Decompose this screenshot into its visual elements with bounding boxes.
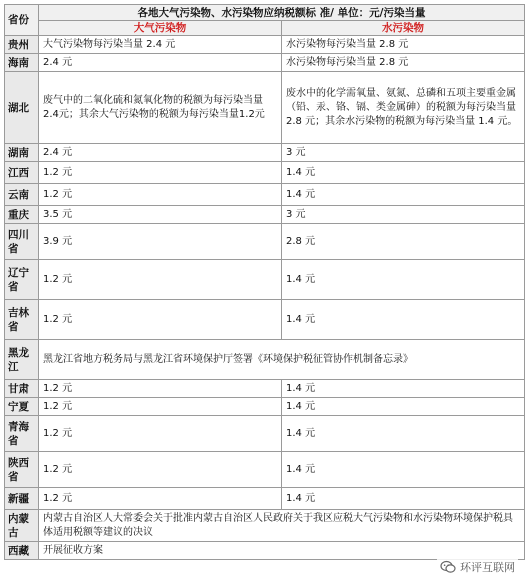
row-water: 1.4 元 xyxy=(282,380,525,398)
table-row xyxy=(5,144,525,162)
table-row xyxy=(5,300,525,340)
row-air: 1.2 元 xyxy=(39,416,282,452)
row-province: 湖北 xyxy=(5,72,39,144)
row-water: 1.4 元 xyxy=(282,488,525,510)
table-row xyxy=(5,206,525,224)
row-province: 辽宁省 xyxy=(5,260,39,300)
table-row xyxy=(5,54,525,72)
row-province: 贵州 xyxy=(5,36,39,54)
row-merged-note: 内蒙古自治区人大常委会关于批准内蒙古自治区人民政府关于我区应税大气污染物和水污染物环境保护税具体适用税额等建议的决议 xyxy=(39,510,525,542)
row-merged-note: 黑龙江省地方税务局与黑龙江省环境保护厅签署《环境保护税征管协作机制备忘录》 xyxy=(39,340,525,380)
row-water: 1.4 元 xyxy=(282,184,525,206)
row-water: 1.4 元 xyxy=(282,162,525,184)
row-air: 1.2 元 xyxy=(39,398,282,416)
row-province: 陕西省 xyxy=(5,452,39,488)
row-water: 3 元 xyxy=(282,206,525,224)
table-row xyxy=(5,380,525,398)
table-row xyxy=(5,416,525,452)
table-row xyxy=(5,260,525,300)
row-air: 1.2 元 xyxy=(39,184,282,206)
table-subheader-row xyxy=(5,21,525,36)
table-row xyxy=(5,488,525,510)
row-water: 1.4 元 xyxy=(282,452,525,488)
row-province: 西藏 xyxy=(5,542,39,560)
row-province: 湖南 xyxy=(5,144,39,162)
row-air: 3.9 元 xyxy=(39,224,282,260)
row-province: 宁夏 xyxy=(5,398,39,416)
table-header-row xyxy=(5,5,525,21)
document-page xyxy=(4,4,524,560)
row-water: 水污染物每污染当量 2.8 元 xyxy=(282,54,525,72)
table-row xyxy=(5,162,525,184)
row-province: 新疆 xyxy=(5,488,39,510)
row-air: 1.2 元 xyxy=(39,452,282,488)
row-air: 2.4 元 xyxy=(39,144,282,162)
table-row xyxy=(5,184,525,206)
row-air: 2.4 元 xyxy=(39,54,282,72)
row-province: 重庆 xyxy=(5,206,39,224)
table-row xyxy=(5,36,525,54)
row-air: 1.2 元 xyxy=(39,260,282,300)
row-water: 1.4 元 xyxy=(282,300,525,340)
header-main-title: 各地大气污染物、水污染物应纳税额标 准/ 单位：元/污染当量 xyxy=(39,5,525,21)
table-row xyxy=(5,72,525,144)
row-air: 3.5 元 xyxy=(39,206,282,224)
row-air: 1.2 元 xyxy=(39,488,282,510)
row-province: 四川省 xyxy=(5,224,39,260)
row-water: 废水中的化学需氧量、氨氮、总磷和五项主要重金属（铅、汞、铬、镉、类金属砷）的税额为每污染当量 2.8 元；其余水污染物的税额为每污染当量 1.4 元。 xyxy=(282,72,525,144)
table-row xyxy=(5,340,525,380)
row-province: 内蒙古 xyxy=(5,510,39,542)
row-air: 1.2 元 xyxy=(39,300,282,340)
row-merged-note: 开展征收方案 xyxy=(39,542,525,560)
row-air: 大气污染物每污染当量 2.4 元 xyxy=(39,36,282,54)
table-row xyxy=(5,542,525,560)
table-row xyxy=(5,224,525,260)
row-province: 甘肃 xyxy=(5,380,39,398)
header-air: 大气污染物 xyxy=(39,21,282,36)
table-row xyxy=(5,510,525,542)
table-row xyxy=(5,452,525,488)
header-water: 水污染物 xyxy=(282,21,525,36)
row-province: 青海省 xyxy=(5,416,39,452)
tax-rate-table xyxy=(4,4,525,560)
watermark-text: 环评互联网 xyxy=(460,561,515,574)
row-water: 1.4 元 xyxy=(282,260,525,300)
row-province: 黑龙江 xyxy=(5,340,39,380)
row-air: 1.2 元 xyxy=(39,380,282,398)
table-row xyxy=(5,398,525,416)
row-air: 废气中的二氧化硫和氮氧化物的税额为每污染当量2.4元；其余大气污染物的税额为每污染当量1.2元 xyxy=(39,72,282,144)
header-province: 省份 xyxy=(5,5,39,36)
row-water: 2.8 元 xyxy=(282,224,525,260)
row-province: 云南 xyxy=(5,184,39,206)
row-province: 吉林省 xyxy=(5,300,39,340)
watermark xyxy=(437,558,518,576)
row-air: 1.2 元 xyxy=(39,162,282,184)
row-water: 1.4 元 xyxy=(282,416,525,452)
row-water: 1.4 元 xyxy=(282,398,525,416)
row-water: 水污染物每污染当量 2.8 元 xyxy=(282,36,525,54)
row-water: 3 元 xyxy=(282,144,525,162)
row-province: 海南 xyxy=(5,54,39,72)
wechat-bubble-icon xyxy=(440,559,456,575)
row-province: 江西 xyxy=(5,162,39,184)
